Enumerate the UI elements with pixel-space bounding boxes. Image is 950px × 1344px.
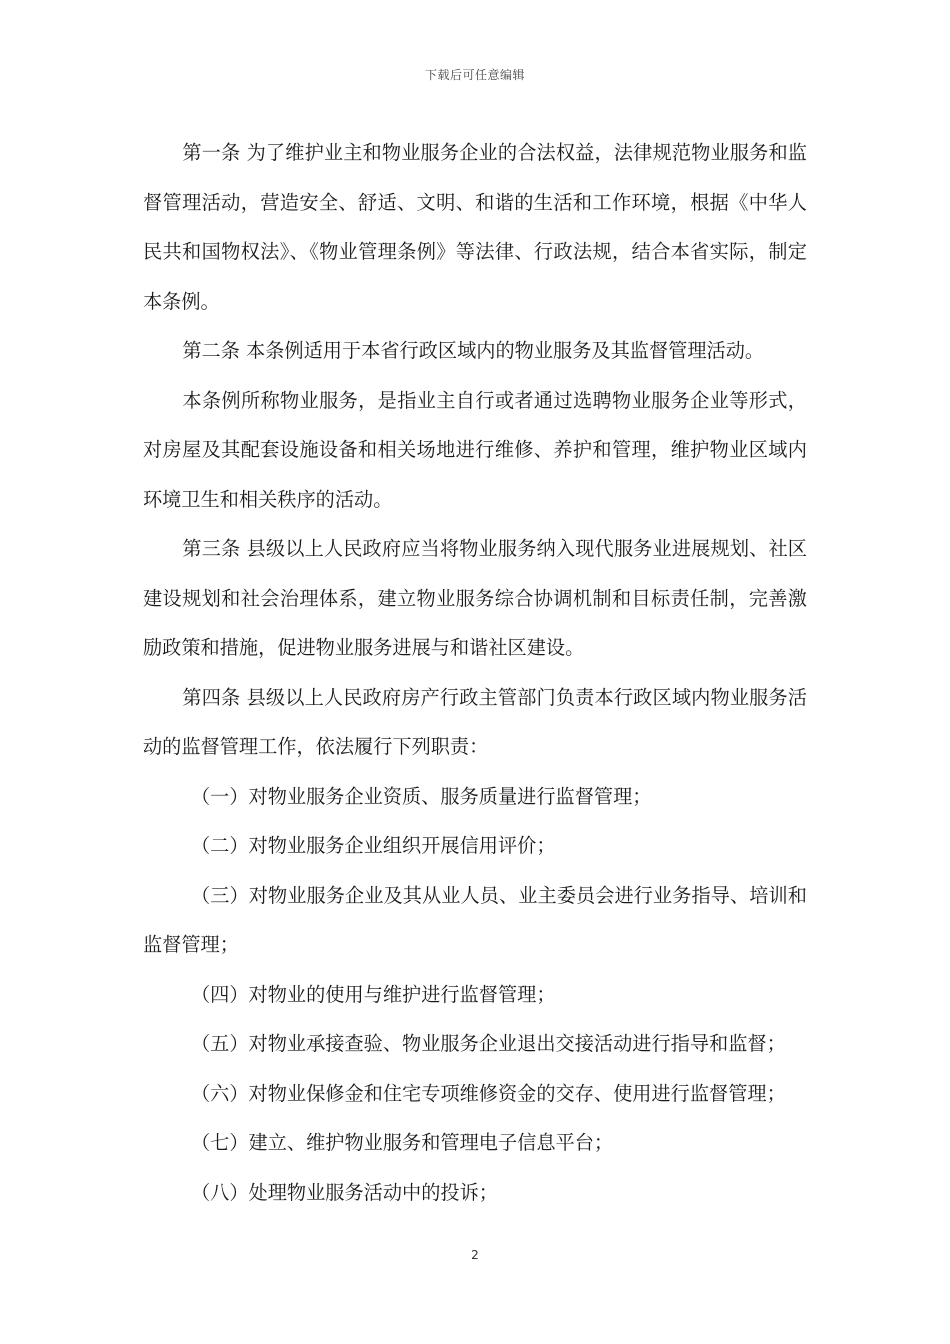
article-2-definition-paragraph: 本条例所称物业服务，是指业主自行或者通过选聘物业服务企业等形式，对房屋及其配套设施设备和相关场地进行维修、养护和管理，维护物业区域内环境卫生和相关秩序的活动。 <box>143 388 807 511</box>
document-body <box>143 128 807 1217</box>
page-number: 2 <box>471 1248 479 1262</box>
duty-item-6: （六）对物业保修金和住宅专项维修资金的交存、使用进行监督管理； <box>191 1081 786 1105</box>
article-3-paragraph: 第三条 县级以上人民政府应当将物业服务纳入现代服务业进展规划、社区建设规划和社会治理体系，建立物业服务综合协调机制和目标责任制，完善激励政策和措施，促进物业服务进展与和谐社区建设。 <box>143 537 807 659</box>
article-2-paragraph: 第二条 本条例适用于本省行政区域内的物业服务及其监督管理活动。 <box>182 339 765 362</box>
duty-item-2: （二）对物业服务企业组织开展信用评价； <box>191 834 556 857</box>
duty-item-7: （七）建立、维护物业服务和管理电子信息平台； <box>191 1131 614 1154</box>
duty-item-4: （四）对物业的使用与维护进行监督管理； <box>191 982 556 1006</box>
duty-item-1: （一）对物业服务企业资质、服务质量进行监督管理； <box>191 784 652 808</box>
page-header: 下载后可任意编辑 <box>424 68 525 82</box>
article-4-paragraph: 第四条 县级以上人民政府房产行政主管部门负责本行政区域内物业服务活动的监督管理工作，依法履行下列职责： <box>143 685 807 758</box>
duty-item-3: （三）对物业服务企业及其从业人员、业主委员会进行业务指导、培训和监督管理； <box>143 883 807 956</box>
duty-item-8: （八）处理物业服务活动中的投诉； <box>191 1180 498 1204</box>
article-1-paragraph: 第一条 为了维护业主和物业服务企业的合法权益，法律规范物业服务和监督管理活动，营造安全、舒适、文明、和谐的生活和工作环境，根据《中华人民共和国物权法》、《物业管理条例》等法律、行政法规，结合本省实际，制定本条例。 <box>143 141 807 313</box>
duty-item-5: （五）对物业承接查验、物业服务企业退出交接活动进行指导和监督； <box>191 1032 786 1055</box>
